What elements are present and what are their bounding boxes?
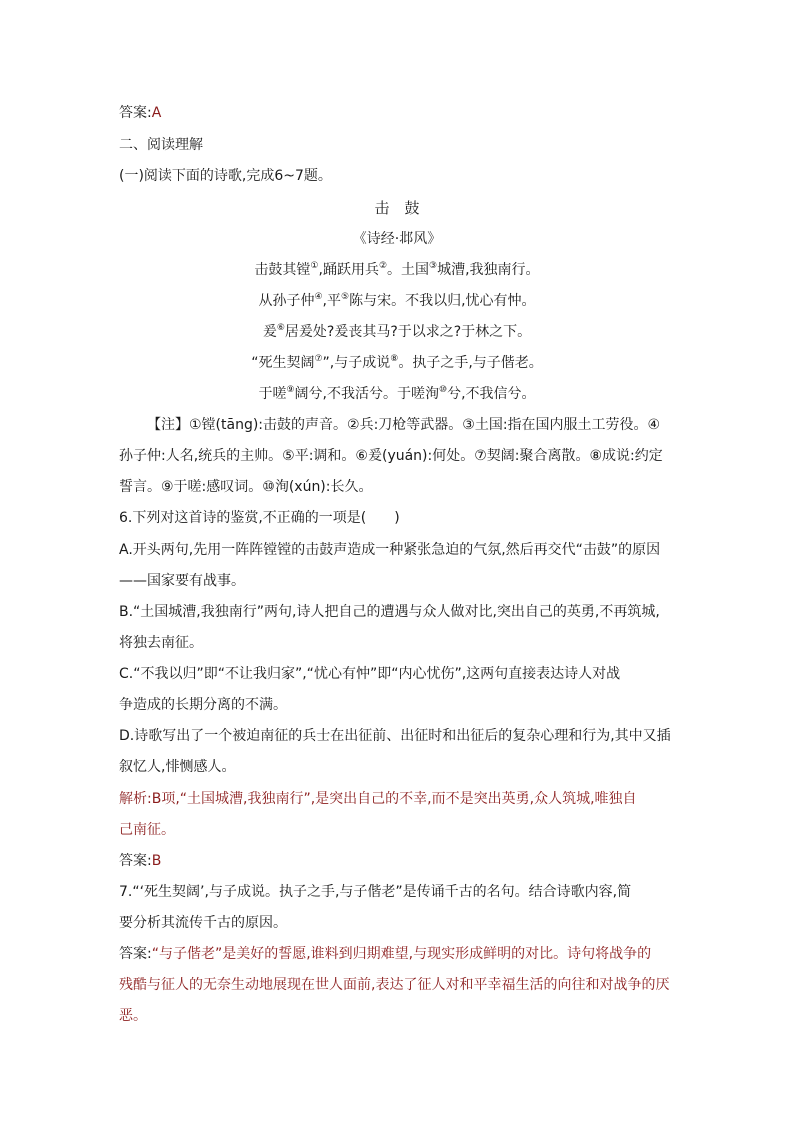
q7-answer-3: 恶。 xyxy=(119,1008,147,1024)
q7-stem-1: 7.“‘死生契阔’,与子成说。执子之手,与子偕老”是传诵千古的名句。结合诗歌内容,简 xyxy=(119,884,632,900)
answer-1: 答案:A xyxy=(119,105,162,121)
q6-option-c-2: 争造成的长期分离的不满。 xyxy=(119,697,287,713)
poem-source: 《诗经·邶风》 xyxy=(352,231,442,247)
q6-option-b-1: B.“土国城漕,我独南行”两句,诗人把自己的遭遇与众人做对比,突出自己的英勇,不再筑城, xyxy=(119,604,660,620)
q7-answer-1: 答案:“与子偕老”是美好的誓愿,谁料到归期难望,与现实形成鲜明的对比。诗句将战争的 xyxy=(119,946,652,962)
q6-analysis-1: 解析:B项,“土国城漕,我独南行”,是突出自己的不幸,而不是突出英勇,众人筑城,唯独自 xyxy=(119,791,637,807)
poem-title: 击 鼓 xyxy=(374,199,420,217)
q6-answer: 答案:B xyxy=(119,853,162,869)
poem-line-1: 击鼓其镗①,踊跃用兵②。土国③城漕,我独南行。 xyxy=(254,261,540,278)
q6-option-a-1: A.开头两句,先用一阵阵镗镗的击鼓声造成一种紧张急迫的气氛,然后再交代“击鼓”的原因 xyxy=(119,542,661,558)
q6-option-d-1: D.诗歌写出了一个被迫南征的兵士在出征前、出征时和出征后的复杂心理和行为,其中又插 xyxy=(119,728,671,744)
poem-line-4: “死生契阔⑦”,与子成说⑧。执子之手,与子偕老。 xyxy=(251,354,543,371)
q6-option-d-2: 叙忆人,悱恻感人。 xyxy=(119,759,236,775)
notes-line-2: 孙子仲:人名,统兵的主帅。⑤平:调和。⑥爰(yuán):何处。⑦契阔:聚合离散。⑧成说:约定 xyxy=(119,448,663,464)
q7-stem-2: 要分析其流传千古的原因。 xyxy=(119,915,287,931)
poem-line-3: 爰⑥居爰处?爰丧其马?于以求之?于林之下。 xyxy=(262,323,532,340)
subsection-title: (一)阅读下面的诗歌,完成6~7题。 xyxy=(119,168,332,184)
q6-option-a-2: ——国家要有战事。 xyxy=(119,573,245,589)
q6-analysis-2: 己南征。 xyxy=(119,822,175,838)
q6-option-c-1: C.“不我以归”即“不让我归家”,“忧心有忡”即“内心忧伤”,这两句直接表达诗人对战 xyxy=(119,666,621,682)
notes-line-1: 【注】①镗(tāng):击鼓的声音。②兵:刀枪等武器。③土国:指在国内服土工劳役。④ xyxy=(147,417,661,433)
notes-line-3: 誓言。⑨于嗟:感叹词。⑩洵(xún):长久。 xyxy=(119,479,373,495)
poem-line-5: 于嗟⑨阔兮,不我活兮。于嗟洵⑩兮,不我信兮。 xyxy=(258,385,536,402)
poem-line-2: 从孙子仲④,平⑤陈与宋。不我以归,忧心有忡。 xyxy=(258,292,536,309)
q6-option-b-2: 将独去南征。 xyxy=(119,635,203,651)
q6-stem: 6.下列对这首诗的鉴赏,不正确的一项是( ) xyxy=(119,510,400,526)
q7-answer-2: 残酷与征人的无奈生动地展现在世人面前,表达了征人对和平幸福生活的向往和对战争的厌 xyxy=(119,977,670,993)
section-title: 二、阅读理解 xyxy=(119,137,203,153)
